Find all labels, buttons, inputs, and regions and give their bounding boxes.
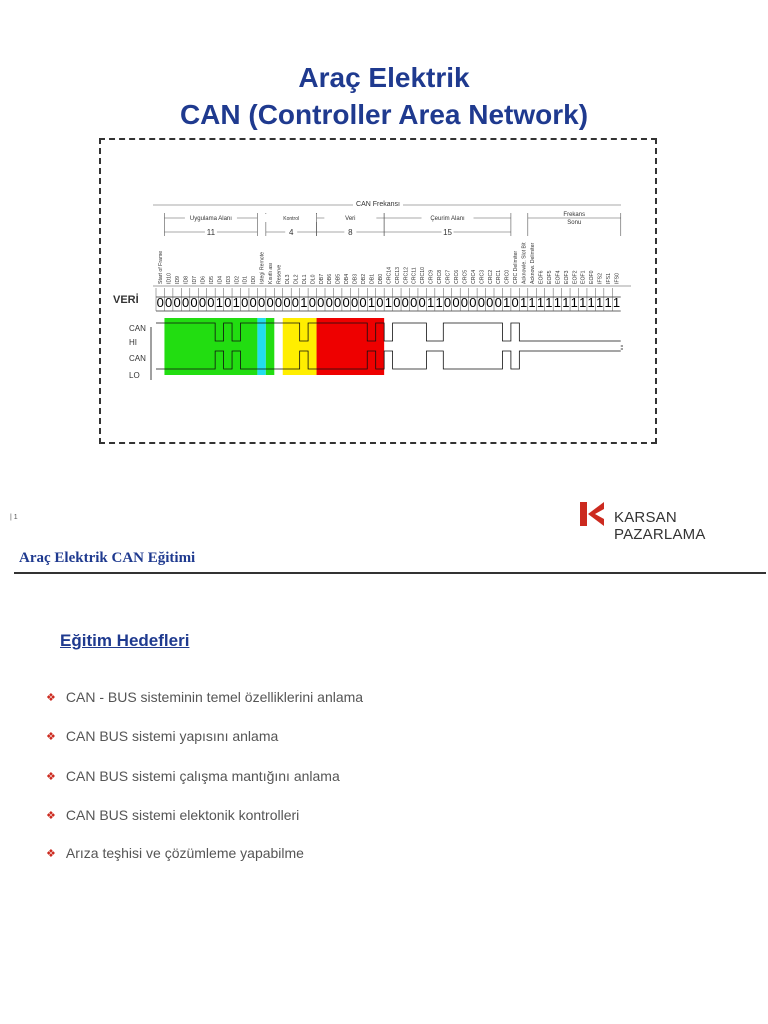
section-label: Veri (345, 216, 356, 222)
field-label: CRC10 (420, 266, 427, 284)
field-label: EOF3 (563, 270, 570, 284)
can-lo-label: CAN (129, 354, 146, 363)
field-label: CRC11 (411, 267, 418, 284)
bit-value: 1 (612, 295, 621, 310)
bit-value: 1 (435, 295, 443, 310)
field-label: IFS0 (614, 273, 621, 284)
list-item: ❖ Arıza teşhisi ve çözümleme yapabilme (46, 845, 304, 861)
field-label: CRC4 (470, 269, 477, 284)
bit-value: 1 (596, 295, 604, 310)
bit-value: 0 (494, 295, 502, 310)
field-label: ID5 (208, 275, 215, 284)
page-subtitle: CAN (Controller Area Network) (179, 99, 589, 130)
bit-value: 1 (215, 295, 223, 310)
bit-value: 0 (241, 295, 249, 310)
field-label: ID6 (200, 275, 207, 284)
field-label: Istegi Remote (259, 251, 266, 284)
bit-value: 1 (528, 295, 536, 310)
bit-value: 0 (156, 295, 164, 310)
list-item: ❖ CAN BUS sistemi yapısını anlama (46, 728, 279, 744)
diamond-bullet-icon: ❖ (46, 848, 56, 860)
field-label: EOF6 (538, 270, 545, 284)
field-label: CRC Delimiter (513, 250, 520, 284)
bit-value: 0 (274, 295, 283, 310)
bit-value: 1 (427, 295, 435, 310)
list-item: ❖ CAN BUS sistemi elektonik kontrolleri (46, 807, 300, 823)
diamond-bullet-icon: ❖ (46, 731, 56, 743)
field-label: ID8 (183, 275, 190, 284)
bit-value: 1 (562, 295, 570, 310)
bit-value: 0 (291, 295, 300, 310)
can-hi-label: HI (129, 338, 137, 347)
signal-band (266, 318, 274, 375)
section-label: Kontrol (283, 216, 300, 222)
field-label: DL2 (293, 274, 300, 284)
bit-value: 1 (553, 295, 561, 310)
signal-band (164, 318, 257, 375)
field-label: CRC13 (394, 266, 401, 284)
field-label: CRC0 (504, 269, 511, 284)
bit-value: 1 (300, 295, 308, 310)
field-label: IFS2 (597, 273, 604, 284)
section-title: Araç Elektrik CAN Eğitimi (19, 550, 196, 566)
diamond-bullet-icon: ❖ (46, 771, 56, 783)
field-label: CRC14 (386, 266, 393, 284)
field-label: CRC7 (445, 269, 452, 284)
field-label: DB5 (335, 273, 342, 284)
field-label: DB6 (327, 273, 334, 284)
bit-value: 0 (376, 295, 384, 310)
field-label: ID9 (175, 275, 182, 284)
field-label: DB1 (369, 273, 376, 284)
bit-value: 0 (207, 295, 215, 310)
field-label: ID3 (225, 275, 232, 284)
section-label: Sonu (567, 220, 582, 226)
bit-value: 0 (477, 295, 485, 310)
field-label: DB2 (361, 273, 368, 284)
field-label: ID10 (166, 273, 173, 284)
field-label: Reserve (276, 264, 283, 284)
field-label: CRC8 (437, 269, 444, 284)
karsan-logo-icon (578, 500, 608, 528)
bit-value: 0 (359, 295, 367, 310)
bit-value: 0 (173, 295, 181, 310)
can-hi-label: CAN (129, 324, 146, 333)
bit-value: 0 (418, 295, 426, 310)
bit-value: 0 (190, 295, 198, 310)
diamond-bullet-icon: ❖ (46, 692, 56, 704)
field-label: ID7 (192, 275, 199, 284)
diamond-bullet-icon: ❖ (46, 810, 56, 822)
field-label: DB3 (352, 273, 359, 284)
field-label: Acknowle. Slot Bit (521, 242, 528, 284)
goals-heading: Eğitim Hedefleri (60, 631, 190, 650)
signal-band (317, 318, 385, 375)
field-label: CRC2 (487, 269, 494, 284)
section-label: Frekans (563, 212, 586, 218)
section-divider (14, 572, 766, 574)
field-label: Kısıtlı ası (268, 262, 275, 284)
bit-value: 0 (511, 295, 519, 310)
bit-value: 0 (350, 295, 359, 310)
field-label: CRC5 (462, 269, 469, 284)
section-label: Uygulama Alanı (189, 216, 232, 222)
bit-value: 0 (198, 295, 207, 310)
bit-value: 1 (579, 295, 587, 310)
bit-value: 0 (469, 295, 477, 310)
field-label: EOF0 (589, 270, 596, 284)
data-label: VERİ (113, 294, 139, 306)
field-label: EOF5 (546, 270, 553, 284)
field-label: EOF4 (555, 270, 562, 284)
can-frame-diagram (99, 138, 657, 444)
field-label: EOF2 (572, 270, 579, 284)
bit-value: 1 (519, 295, 528, 310)
bit-value: 1 (367, 295, 376, 310)
page-title: Araç Elektrik (298, 62, 470, 93)
bit-value: 0 (283, 295, 291, 310)
field-label: ID4 (217, 275, 224, 284)
bit-value: 1 (570, 295, 578, 310)
field-label: DL0 (310, 274, 317, 284)
can-lo-label: LO (129, 371, 140, 380)
bit-value: 1 (536, 295, 545, 310)
list-item: ❖ CAN - BUS sisteminin temel özelliklerini anlama (46, 689, 364, 705)
page-number: | 1 (10, 514, 18, 521)
frame-label: CAN Frekansı (356, 201, 400, 208)
bit-value: 0 (266, 295, 274, 310)
section-count: 15 (443, 228, 452, 237)
bit-value: 0 (452, 295, 460, 310)
bit-value: 0 (308, 295, 316, 310)
bit-value: 0 (181, 295, 190, 310)
field-label: DB7 (318, 273, 325, 284)
field-label: CRC6 (453, 269, 460, 284)
bit-value: 1 (604, 295, 612, 310)
field-label: DB0 (377, 273, 384, 284)
bit-value: 0 (460, 295, 469, 310)
bit-value: 1 (545, 295, 553, 310)
bit-value: 1 (384, 295, 392, 310)
bit-value: 0 (249, 295, 257, 310)
field-label: DL3 (284, 274, 291, 284)
field-label: DL1 (301, 274, 308, 284)
section-count: 4 (288, 228, 294, 237)
list-item: ❖ CAN BUS sistemi çalışma mantığını anlama (46, 768, 340, 784)
field-label: IFS1 (606, 273, 613, 284)
field-label: CRC9 (428, 269, 435, 284)
bit-value: 1 (232, 295, 240, 310)
brand-name: KARSAN PAZARLAMA (614, 509, 706, 543)
section-count: 11 (206, 228, 216, 237)
field-label: CRC1 (496, 269, 503, 284)
field-label: ID1 (242, 275, 249, 284)
bit-value: 1 (587, 295, 595, 310)
can-diagram-svg (101, 140, 655, 442)
bit-value: 0 (325, 295, 333, 310)
bit-value: 0 (393, 295, 401, 310)
section-count: 8 (348, 228, 353, 237)
signal-band (257, 318, 265, 375)
field-label: Acknow. Delimiter (530, 242, 537, 284)
bit-value: 0 (334, 295, 342, 310)
bit-value: 0 (224, 295, 232, 310)
bit-value: 0 (401, 295, 409, 310)
bit-value: 1 (503, 295, 511, 310)
bit-value: 0 (486, 295, 494, 310)
bit-value: 0 (258, 295, 266, 310)
field-label: EOF1 (580, 270, 587, 284)
field-label: ID0 (251, 275, 258, 284)
section-label: Çeurim Alanı (430, 216, 465, 222)
bit-value: 0 (410, 295, 418, 310)
field-label: DB4 (344, 273, 351, 284)
field-label: CRC3 (479, 269, 486, 284)
bit-value: 0 (165, 295, 173, 310)
field-label: Start of Frame (158, 250, 165, 284)
bit-value: 0 (443, 295, 452, 310)
field-label: ID2 (234, 275, 241, 284)
field-label: CRC12 (403, 266, 410, 284)
bit-value: 0 (342, 295, 350, 310)
bit-value: 0 (317, 295, 325, 310)
